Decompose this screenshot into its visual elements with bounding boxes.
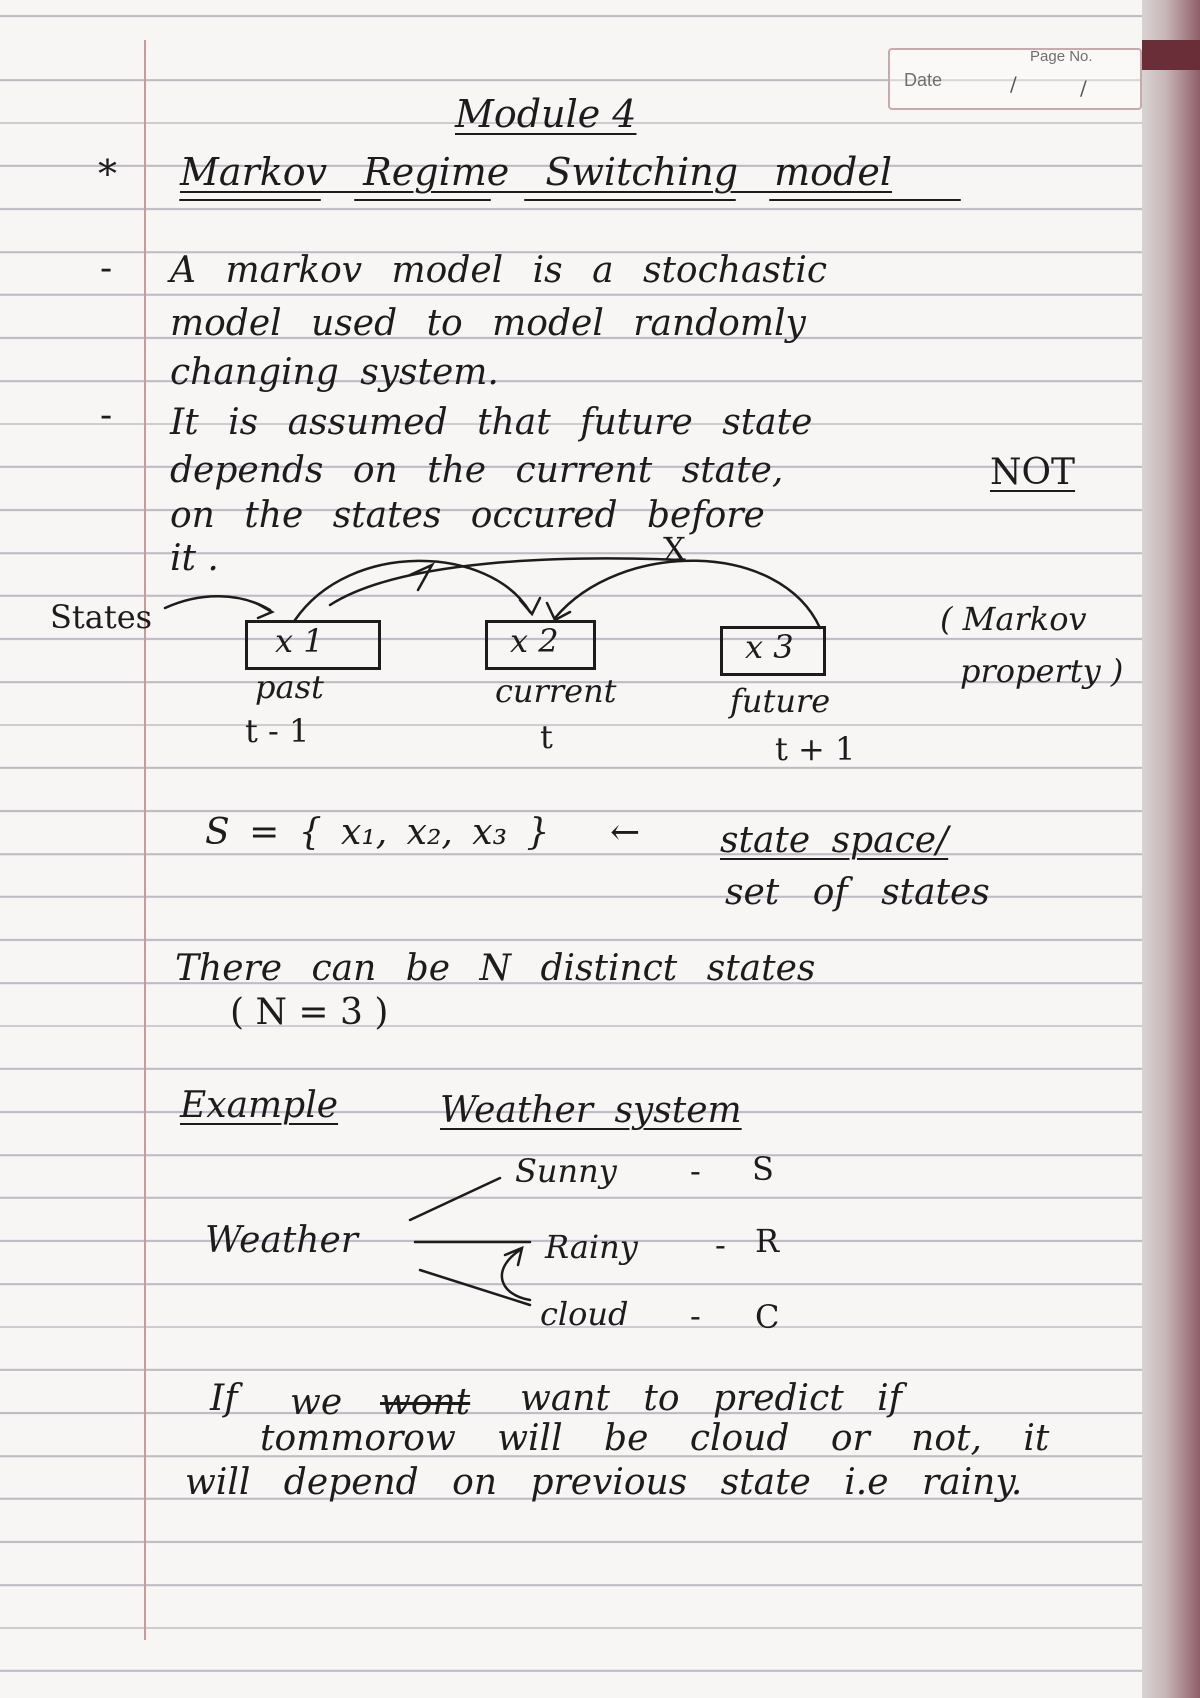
- point-line: A markov model is a stochastic: [170, 250, 828, 291]
- state-space-formula: S = { x₁, x₂, x₃ }: [205, 812, 550, 853]
- date-separator: /: [1080, 76, 1087, 100]
- date-separator: /: [1010, 72, 1017, 96]
- weather-branch-dash: -: [715, 1226, 726, 1264]
- point-line: It is assumed that future state: [170, 402, 813, 443]
- weather-branch-code: R: [755, 1222, 780, 1260]
- states-pointer-arrow: [165, 596, 270, 610]
- state-symbol: x 3: [745, 628, 794, 666]
- state-space-desc: state space/: [720, 820, 949, 861]
- state-space-arrow: ←: [610, 812, 641, 853]
- emphasis-not: NOT: [990, 452, 1076, 493]
- weather-root: Weather: [205, 1220, 358, 1261]
- point-line: depends on the current state,: [170, 450, 784, 491]
- weather-branch-name: cloud: [540, 1295, 629, 1333]
- page-no-label: Page No.: [1030, 48, 1093, 65]
- weather-branch-code: S: [752, 1150, 774, 1188]
- markov-property-note: ( Markov: [940, 600, 1087, 638]
- page-title: Module 4: [455, 92, 637, 136]
- state-space-desc: set of states: [725, 872, 990, 913]
- state-symbol: x 2: [510, 622, 559, 660]
- arrow-head-icon: [410, 565, 432, 590]
- weather-branch-dash: -: [690, 1297, 701, 1335]
- point-line: model used to model randomly: [170, 303, 806, 344]
- point-line: changing system.: [170, 352, 499, 393]
- distinct-states-line: There can be N distinct states: [175, 948, 816, 989]
- state-label: current: [495, 672, 617, 710]
- example-label: Example: [180, 1085, 339, 1126]
- struck-word: wont: [380, 1382, 471, 1423]
- transition-arc: [555, 561, 820, 628]
- state-time: t: [540, 718, 553, 756]
- weather-branch-code: C: [755, 1298, 780, 1336]
- state-label: future: [730, 682, 831, 720]
- section-heading: Markov Regime Switching model: [180, 150, 893, 194]
- heading-bullet: *: [98, 152, 117, 196]
- states-label: States: [50, 598, 153, 636]
- closing-line: want to predict if: [520, 1378, 902, 1419]
- branch-cloud: [420, 1270, 530, 1305]
- markov-property-note: property ): [960, 652, 1124, 690]
- point-dash: -: [100, 395, 113, 436]
- closing-line: tommorow will be cloud or not, it: [260, 1418, 1050, 1459]
- weather-branch-name: Sunny: [515, 1152, 617, 1190]
- point-line: it .: [170, 538, 219, 579]
- point-line: on the states occured before: [170, 495, 765, 536]
- branch-sunny: [410, 1178, 500, 1220]
- transition-arc: [295, 561, 530, 620]
- weather-branch-dash: -: [690, 1152, 701, 1190]
- example-title: Weather system: [440, 1090, 742, 1131]
- state-label: past: [255, 668, 324, 706]
- cross-mark: X: [663, 530, 686, 568]
- state-symbol: x 1: [275, 622, 324, 660]
- date-label: Date: [904, 70, 943, 90]
- state-time: t - 1: [245, 712, 310, 750]
- distinct-states-count: ( N = 3 ): [230, 992, 389, 1033]
- point-dash: -: [100, 248, 113, 289]
- closing-line: will depend on previous state i.e rainy.: [185, 1462, 1023, 1503]
- state-time: t + 1: [775, 730, 856, 768]
- closing-word: If: [210, 1378, 238, 1419]
- weather-branch-name: Rainy: [545, 1228, 638, 1266]
- recurrence-arrow: [502, 1250, 530, 1300]
- closing-word: we: [290, 1382, 343, 1423]
